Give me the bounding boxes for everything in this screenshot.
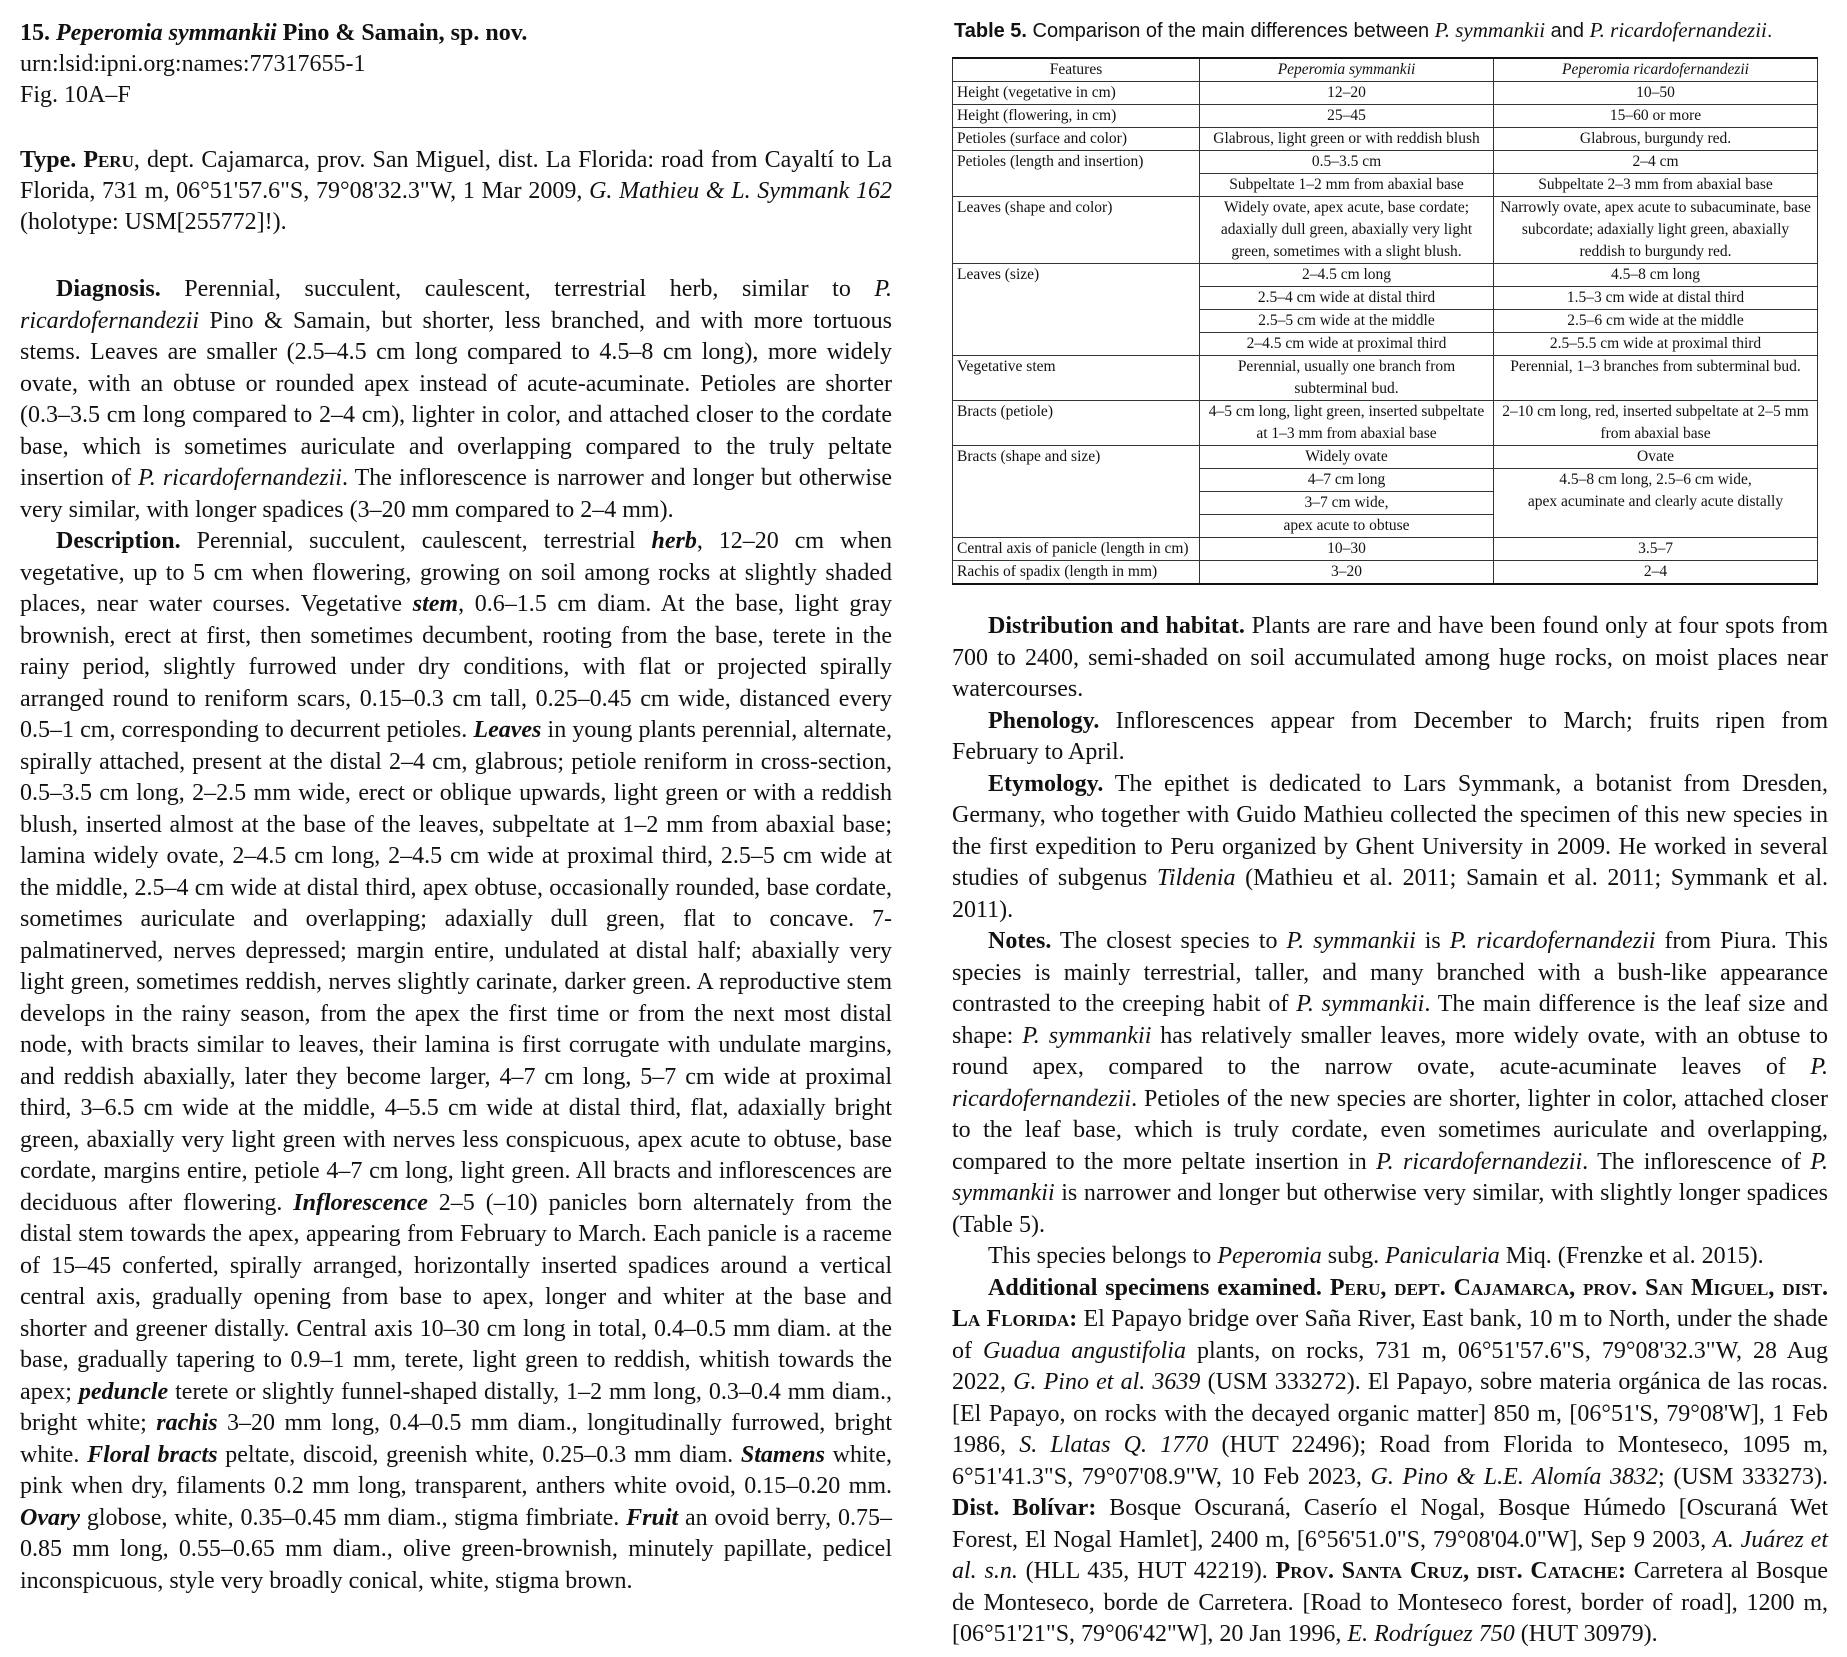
term-leaves: Leaves — [473, 717, 542, 743]
term-herb: herb — [651, 528, 697, 554]
header-symmankii: Peperomia symmankii — [1200, 58, 1494, 82]
description-text: 2–5 (–10) panicles born alternately from the distal stem towards the apex, appearing from February to March. Each panicle is a raceme of 15–45 conferted, spirally arranged, horizontally inserted spadices around a vertical central axis, gradually opening from base to apex, longer and whiter at the base and shorter and greener distally. Central axis 10–30 cm long in total, 0.4–0.5 mm diam. at the base, gradually tapering to 0.9–1 mm, terete, light green to reddish, whitish towards the apex; — [20, 1189, 893, 1405]
classification-paragraph — [952, 1241, 1828, 1273]
species-name: Peperomia symmankii — [56, 20, 277, 46]
specimens-paragraph — [952, 1273, 1828, 1651]
notes-text: The closest species to — [1051, 928, 1287, 954]
species-ref: P. ricardofernandezii — [138, 465, 342, 491]
table-cell: 2–4 — [1494, 561, 1818, 585]
species-number: 15. — [20, 20, 50, 46]
species-ref: P. symmankii — [1022, 1022, 1152, 1049]
table-cell-line: 4.5–8 cm long, 2.5–6 cm wide, — [1559, 471, 1752, 488]
table-row — [953, 446, 1818, 469]
specimens-text: (HUT 30979). — [1514, 1621, 1658, 1647]
specimens-locality: Dist. Bolívar: — [952, 1495, 1097, 1521]
etymology-paragraph — [952, 769, 1828, 927]
figure-reference: Fig. 10A–F — [20, 82, 131, 108]
specimens-text: Bosque Oscuraná, Caserío el Nogal, Bosque Húmedo [Oscuraná Wet Forest, El Nogal Hamlet], 2400 m, [6°56'51.0"S, 79°08'04.0"W], Sep 9 2003, — [952, 1495, 1828, 1553]
header-features: Features — [953, 58, 1200, 82]
diagnosis-label: Diagnosis. — [56, 276, 161, 302]
notes-text: . The main difference is the leaf size and shape: — [952, 991, 1828, 1049]
notes-text: . The inflorescence of — [1582, 1148, 1811, 1175]
plant-ref: Guadua angustifolia — [982, 1337, 1186, 1364]
description-text: white, pink when dry, filaments 0.2 mm long, transparent, anthers white ovoid, 0.15–0.20 mm. — [20, 1441, 893, 1499]
phenology-paragraph — [952, 706, 1828, 769]
table-row — [953, 82, 1818, 105]
collector-ref: E. Rodríguez 750 — [1347, 1621, 1515, 1647]
specimens-text: plants, on rocks, 731 m, 06°51'57.6"S, 79°08'32.3"W, 28 Aug 2022, — [952, 1337, 1829, 1395]
description-text: in young plants perennial, alternate, spirally attached, present at the distal 2–4 cm, glabrous; petiole reniform in cross-section, 0.5–3.5 cm long, 2–2.5 mm wide, erect or oblique upwards, light green or with a reddish blush, inserted almost at the base of the leaves, subpeltate at 1–2 mm from abaxial base; lamina widely ovate, 2–4.5 cm long, 2–4.5 cm wide at proximal third, 2.5–5 cm wide at the middle, 2.5–4 cm wide at distal third, apex obtuse, occasionally rounded, base cordate, sometimes auriculate and overlapping; adaxially dull green, flat to concave. 7-palmatinerved, nerves depressed; margin entire, undulated at distal half; abaxially very light green, sometimes reddish, nerves slightly carinate, darker green. A reproductive stem develops in the rainy season, from the apex the first time or from the next most distal node, with bracts similar to leaves, their lamina is first corrugate with undulate margins, and reddish abaxially, later they become larger, 4–7 cm long, 5–7 cm wide at proximal third, 3–6.5 cm wide at the middle, 4–5.5 cm wide at distal third, flat, adaxially bright green, abaxially very light green with nerves less conspicuous, apex acute to obtuse, base cordate, margins entire, petiole 4–7 cm long, light green. All bracts and inflorescences are deciduous after flowering. — [20, 717, 893, 1216]
table-cell: 2.5–5 cm wide at the middle — [1200, 310, 1494, 333]
table-cell: 2–4 cm — [1494, 151, 1818, 174]
specimens-locality: Peru, dept. Cajamarca, prov. San Miguel, dist. La Florida: — [952, 1274, 1829, 1332]
table-cell: 0.5–3.5 cm — [1200, 151, 1494, 174]
notes-paragraph — [952, 926, 1828, 1241]
type-paragraph — [20, 145, 892, 238]
description-text: globose, white, 0.35–0.45 mm diam., stigma fimbriate. — [79, 1504, 627, 1531]
classification-text: subg. — [1321, 1243, 1386, 1269]
table-caption-text: . — [1766, 20, 1773, 42]
notes-text: has relatively smaller leaves, more widely ovate, with an obtuse to round apex, compared to the narrow ovate, acute-acuminate leaves of — [952, 1022, 1828, 1080]
specimens-text: El Papayo bridge over Saña River, East bank, 10 m to North, under the shade of — [952, 1306, 1829, 1364]
specimens-label: Additional specimens examined. — [988, 1274, 1322, 1301]
specimens-text: (USM 333272). El Papayo, sobre materia orgánica de las rocas. [El Papayo, on rocks with the decayed organic matter] 850 m, [06°51'S, 79°08'W], 1 Feb 1986, — [952, 1369, 1828, 1458]
species-authors: Pino & Samain, sp. nov. — [282, 20, 528, 46]
table-cell: 10–50 — [1494, 82, 1818, 105]
etymology-text: (Mathieu et al. 2011; Samain et al. 2011; Symmank et al. 2011). — [952, 865, 1828, 923]
table-cell: Widely ovate — [1200, 446, 1494, 469]
notes-text: is narrower and longer but otherwise very similar, with slightly longer spadices (Table 5). — [952, 1180, 1828, 1238]
distribution-text: Plants are rare and have been found only at four spots from 700 to 2400, semi-shaded on soil accumulated among huge rocks, on moist places near watercourses. — [952, 613, 1828, 702]
table-cell: Petioles (surface and color) — [953, 128, 1200, 151]
species-ref: P. symmankii — [1286, 928, 1416, 954]
table-row — [953, 356, 1818, 401]
table-row — [953, 264, 1818, 287]
table-cell: 1.5–3 cm wide at distal third — [1494, 287, 1818, 310]
notes-label: Notes. — [988, 928, 1052, 954]
table-cell: Bracts (shape and size) — [953, 446, 1200, 538]
genus-ref: Tildenia — [1156, 865, 1236, 891]
table-caption-text: and — [1545, 20, 1590, 42]
table-cell: Subpeltate 1–2 mm from abaxial base — [1200, 174, 1494, 197]
species-ref: P. symmankii — [952, 1148, 1828, 1206]
table-cell: 3–20 — [1200, 561, 1494, 585]
specimens-text: Carretera al Bosque de Monteseco, borde de Carretera. [Road to Monteseco forest, border of road], 1200 m, [06°51'21"S, 79°06'42"W], 20 Jan 1996, — [952, 1558, 1828, 1647]
table-cell: 12–20 — [1200, 82, 1494, 105]
specimens-locality: Prov. Santa Cruz, dist. Catache: — [1275, 1558, 1626, 1584]
type-collector: G. Mathieu & L. Symmank 162 — [589, 178, 893, 204]
specimens-text: ; (USM 333273). — [1658, 1463, 1829, 1490]
term-peduncle: peduncle — [78, 1378, 169, 1405]
description-text: peltate, discoid, greenish white, 0.25–0.3 mm diam. — [217, 1441, 741, 1468]
species-ref: P. ricardofernandezii — [952, 1054, 1828, 1112]
table-cell: 2.5–5.5 cm wide at proximal third — [1494, 333, 1818, 356]
table-cell: 2–4.5 cm long — [1200, 264, 1494, 287]
table-cell: 4.5–8 cm long — [1494, 264, 1818, 287]
description-text: , 12–20 cm when vegetative, up to 5 cm when flowering, growing on soil among rocks at slightly shaded places, near water courses. Vegetative — [20, 528, 892, 617]
term-ovary: Ovary — [20, 1504, 80, 1531]
header-ricardofernandezii: Peperomia ricardofernandezii — [1494, 58, 1818, 82]
table-cell: Widely ovate, apex acute, base cordate; adaxially dull green, abaxially very light green, sometimes with a slight blush. — [1200, 197, 1494, 264]
table-cell: 2.5–6 cm wide at the middle — [1494, 310, 1818, 333]
species-ref: P. ricardofernandezii — [1449, 928, 1656, 954]
table-row — [953, 197, 1818, 264]
term-floral-bracts: Floral bracts — [87, 1441, 218, 1468]
distribution-paragraph — [952, 611, 1828, 706]
collector-ref: G. Pino et al. 3639 — [1013, 1369, 1201, 1395]
right-column — [952, 18, 1828, 1651]
table-cell: 4–5 cm long, light green, inserted subpeltate at 1–3 mm from abaxial base — [1200, 401, 1494, 446]
comparison-table — [952, 57, 1818, 585]
species-ref: P. symmankii — [1296, 991, 1425, 1017]
type-country: Peru — [83, 147, 134, 173]
table-caption — [954, 18, 1828, 43]
type-text: , dept. Cajamarca, prov. San Miguel, dist. La Florida: road from Cayaltí to La Florida, 731 m, 06°51'57.6"S, 79°08'32.3"W, 1 Mar 2009, — [20, 147, 893, 204]
left-column — [20, 18, 892, 1597]
table-cell: 25–45 — [1200, 105, 1494, 128]
type-holotype: (holotype: USM[255772]!). — [20, 209, 287, 235]
table-row — [953, 105, 1818, 128]
diagnosis-text: . The inflorescence is narrower and longer but otherwise very similar, with longer spadices (3–20 mm compared to 2–4 mm). — [20, 465, 893, 523]
table-cell: Central axis of panicle (length in cm) — [953, 538, 1200, 561]
table-cell: Perennial, usually one branch from subterminal bud. — [1200, 356, 1494, 401]
collector-ref: G. Pino & L.E. Alomía 3832 — [1370, 1463, 1659, 1490]
phenology-label: Phenology. — [988, 707, 1100, 734]
species-ref: P. ricardofernandezii — [20, 276, 892, 334]
distribution-label: Distribution and habitat. — [988, 613, 1245, 639]
table-cell: Petioles (length and insertion) — [953, 151, 1200, 197]
table-cell: Leaves (size) — [953, 264, 1200, 356]
table-header-row — [953, 58, 1818, 82]
diagnosis-text: Pino & Samain, but shorter, less branched, and with more tortuous stems. Leaves are smaller (2.5–4.5 cm long compared to 4.5–8 cm long), more widely ovate, with an obtuse or rounded apex instead of acute-acuminate. Petioles are shorter (0.3–3.5 cm long compared to 2–4 cm), lighter in color, and attached closer to the cordate base, which is sometimes auriculate and overlapping compared to the truly peltate insertion of — [20, 307, 892, 491]
table-cell: 10–30 — [1200, 538, 1494, 561]
etymology-label: Etymology. — [988, 770, 1104, 797]
table-cell: Height (vegetative in cm) — [953, 82, 1200, 105]
collector-ref: S. Llatas Q. 1770 — [1019, 1432, 1209, 1458]
etymology-text: The epithet is dedicated to Lars Symmank, a botanist from Dresden, Germany, who together with Guido Mathieu collected the specimen of this new species in the first expedition to Peru organized by Ghent University in 2009. He worked in several studies of subgenus — [952, 770, 1828, 891]
term-inflorescence: Inflorescence — [293, 1189, 428, 1216]
genus-ref: Peperomia — [1217, 1243, 1322, 1269]
table-caption-text: Comparison of the main differences between — [1027, 20, 1435, 42]
table-cell: Vegetative stem — [953, 356, 1200, 401]
term-fruit: Fruit — [626, 1504, 679, 1531]
table-cell — [1494, 469, 1818, 538]
species-heading — [20, 18, 892, 49]
table-cell: apex acute to obtuse — [1200, 515, 1494, 538]
notes-text: . Petioles of the new species are shorter, lighter in color, attached closer to the leaf base, which is truly cordate, even sometimes auriculate and overlapping, compared to the more peltate insertion in — [952, 1085, 1828, 1175]
notes-text: from Piura. This species is mainly terrestrial, taller, and many branched with a bush-like appearance contrasted to the creeping habit of — [952, 928, 1828, 1017]
description-text: , 0.6–1.5 cm diam. At the base, light gray brownish, erect at first, then sometimes decumbent, rooting from the base, terete in the rainy period, slightly furrowed under dry conditions, with flat or projected spirally arranged round to reniform scars, 0.15–0.3 cm tall, 0.25–0.45 cm wide, distanced every 0.5–1 cm, corresponding to decurrent petioles. — [20, 591, 892, 743]
table-cell: Glabrous, light green or with reddish blush — [1200, 128, 1494, 151]
table-caption-label: Table 5. — [954, 20, 1027, 42]
subgenus-ref: Panicularia — [1385, 1243, 1500, 1269]
table-cell: Leaves (shape and color) — [953, 197, 1200, 264]
table-cell: 2.5–4 cm wide at distal third — [1200, 287, 1494, 310]
table-cell: 4–7 cm long — [1200, 469, 1494, 492]
table-cell: Glabrous, burgundy red. — [1494, 128, 1818, 151]
table-cell: 2–4.5 cm wide at proximal third — [1200, 333, 1494, 356]
table-cell: Rachis of spadix (length in mm) — [953, 561, 1200, 585]
table-caption-species: P. ricardofernandezii — [1589, 18, 1767, 42]
description-text: terete or slightly funnel-shaped distally, 1–2 mm long, 0.3–0.4 mm diam., bright white; — [20, 1378, 892, 1436]
notes-text: is — [1415, 928, 1450, 954]
table-row — [953, 151, 1818, 174]
specimens-text: (HUT 22496); Road from Florida to Monteseco, 1095 m, 6°51'41.3"S, 79°07'08.9"W, 10 Feb 2023, — [952, 1432, 1829, 1490]
term-rachis: rachis — [156, 1410, 218, 1436]
urn-identifier: urn:lsid:ipni.org:names:77317655-1 — [20, 51, 366, 77]
table-cell: 2–10 cm long, red, inserted subpeltate at 2–5 mm from abaxial base — [1494, 401, 1818, 446]
table-cell: Height (flowering, in cm) — [953, 105, 1200, 128]
table-cell: 3–7 cm wide, — [1200, 492, 1494, 515]
table-cell: 3.5–7 — [1494, 538, 1818, 561]
table-caption-species: P. symmankii — [1434, 18, 1546, 42]
description-text: Perennial, succulent, caulescent, terrestrial — [180, 528, 652, 554]
description-text: 3–20 mm long, 0.4–0.5 mm diam., longitudinally furrowed, bright white. — [20, 1410, 892, 1468]
specimens-text: (HLL 435, HUT 42219). — [1017, 1558, 1276, 1584]
classification-text: Miq. (Frenzke et al. 2015). — [1499, 1243, 1764, 1269]
description-paragraph — [20, 526, 892, 1597]
table-cell-line: apex acuminate and clearly acute distally — [1527, 493, 1784, 510]
table-cell: Narrowly ovate, apex acute to subacuminate, base subcordate; adaxially light green, abaxially reddish to burgundy red. — [1494, 197, 1818, 264]
description-label: Description. — [56, 528, 181, 554]
table-row — [953, 128, 1818, 151]
table-row — [953, 561, 1818, 585]
collector-ref: A. Juárez et al. s.n. — [952, 1526, 1829, 1584]
table-cell: Bracts (petiole) — [953, 401, 1200, 446]
table-cell: Perennial, 1–3 branches from subterminal bud. — [1494, 356, 1818, 401]
table-row — [953, 538, 1818, 561]
species-ref: P. ricardofernandezii — [1376, 1148, 1583, 1175]
diagnosis-text: Perennial, succulent, caulescent, terrestrial herb, similar to — [160, 276, 875, 302]
term-stem: stem — [412, 591, 459, 617]
phenology-text: Inflorescences appear from December to March; fruits ripen from February to April. — [952, 707, 1828, 765]
table-cell: Ovate — [1494, 446, 1818, 469]
term-stamens: Stamens — [740, 1441, 825, 1468]
diagnosis-paragraph — [20, 274, 892, 526]
table-cell: Subpeltate 2–3 mm from abaxial base — [1494, 174, 1818, 197]
type-label: Type. — [20, 147, 77, 173]
table-cell: 15–60 or more — [1494, 105, 1818, 128]
classification-text: This species belongs to — [988, 1243, 1218, 1269]
table-row — [953, 401, 1818, 446]
description-text: an ovoid berry, 0.75–0.85 mm long, 0.55–0.65 mm diam., olive green-brownish, minutely papillate, pedicel inconspicuous, style very broadly conical, white, stigma brown. — [20, 1504, 892, 1594]
